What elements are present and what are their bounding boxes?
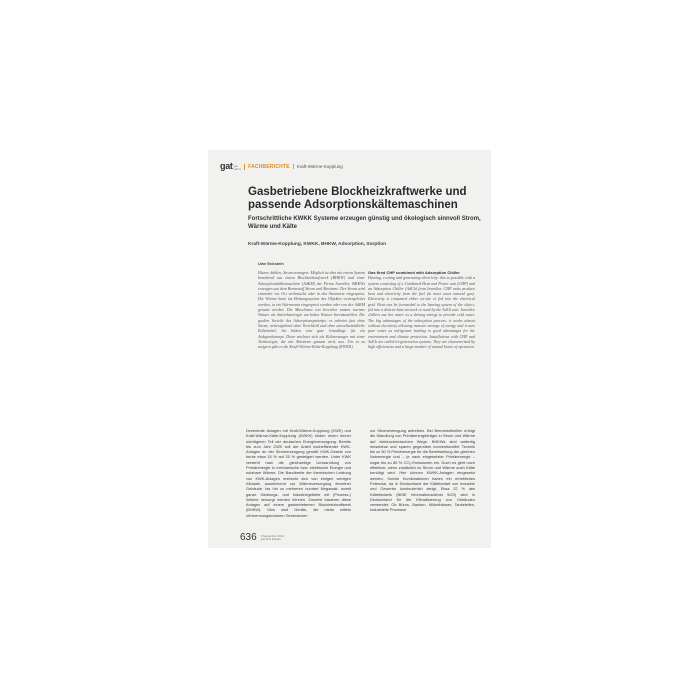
article-keywords: Kraft-Wärme-Kopplung, KWKK, BHKW, Adsorption, Sorption <box>248 242 387 247</box>
article-subtitle: Fortschrittliche KWKK Systeme erzeugen günstig und ökologisch sinnvoll Strom, Wärme und Kälte <box>248 216 481 230</box>
footer-meta: 9 September 2014 gwf-Gas Erdgas <box>260 533 284 541</box>
header-bar <box>220 162 343 171</box>
body-column-left: Dezentrale Anlagen mit Kraft-Wärme-Kopplung (KWK) und Kraft-Wärme-Kälte-Kopplung (KWKK) bilden einen immer wichtigeren Teil der deutschen Energieversorgung. Bereits bis zum Jahr 2020 soll der Anteil hocheffizienter KWK-Anlagen an der Stromerzeugung gemäß KWK-Gesetz von heute etwa 15 % auf 25 % gesteigert werden. Unter KWK versteht man die gleichzeitige Umwandlung von Primärenergie in mechanische bzw. elektrische Energie und nutzbare Wärme. Die Bandbreite der thermischen Leistung von KWK-Anlagen erstreckt sich von einigen wenigen Kilowatt, ausreichend zur Wärmeversorgung einzelner Gebäude, bis hin zu mehreren hundert Megawatt, womit ganze Siedlungs- und Industriegebiete mit (Prozess-) Wärme versorgt werden können. Zumeist basieren diese Anlagen auf einem gasbetriebenen Blockheizkraftwerk (BHKW). Dies sind Geräte, die meist mittels Verbrennungsmotoren Generatoren <box>246 428 351 518</box>
article-author: Uwe Eckstein <box>258 261 284 266</box>
body-column-right: zur Stromerzeugung antreiben. Bei Brennstoffzellen erfolgt die Wandlung von Primärenergieträger in Strom und Wärme auf elektrochemischem Wege. BHKWs sind weitertig einsetzbar und sparen gegenüber konventioneller Technik bis zu 50 % Primärenergie für die Bereitstellung der gleichen Nutzenergie und – je nach eingesetzter Primärenergie – sogar bis zu 80 % CO₂-Emissionen ein. Doch es geht noch effektiver, wenn zusätzlich zu Strom und Wärme auch Kälte benötigt wird. Hier können KWKK-Anlagen eingesetzt werden. Solche Kombinationen haben ein erhebliches Potenzial, da in Deutschland der Kältebedarf von Industrie und Gewerbe kontinuierlich steigt. Etwa 22 % des Kältebedarfs (BINE Informationsdienst 9/20) wird in Deutschland für die Klimatisierung von Gebäuden verwendet: Ob Büros, Banken, Möbelhäuser, Tankstellen, Industrielle Prozesse <box>370 428 475 513</box>
abstract-english <box>368 270 475 349</box>
page-footer <box>240 533 284 543</box>
abstract-german: Hitzen, kühlen, Strom erzeugen: Möglich ist dies mit einem System bestehend aus einem Blockheizkraftwerk (BHKW) und einer Adsorptionskältemaschine (AdKM) der Firma InvenSor. BHKWs erzeugen aus dem Brennstoff Strom und Abwärme. Der Strom wird entweder vor Ort verbraucht oder in das Stromnetz eingespeist. Die Wärme kann ins Heizungssystem des Objektes weitergeleitet werden, in ein Wärmenetz eingespeist werden oder von der AdKM genutzt werden. Die Maschinen von InvenSor nutzen warmes Wasser als Antriebsenergie um kaltes Wasser bereitzustellen. Die großen Vorteile des Adsorptionsprinzips: es arbeitet fast ohne Strom, weitestgehend ohne Verschleiß und ohne umweltschädliche Kältemittel. Sie bilden eine gute Grundlage für ein Anlagenkonzept. Diese zeichnet sich als Kälteerzeuger mit einer Technologie, die mit Abwärme genutzt wird, aus. Um es zu steigern gibt es die Kraft-Wärme-Kälte-Kopplung (KWKK). <box>258 270 365 350</box>
article-title: Gasbetriebene Blockheizkraftwerke und passende Adsorptionskältemaschinen <box>248 186 467 211</box>
logo-subtext: gas wärme <box>233 165 242 171</box>
section-label: FACHBERICHTE <box>244 164 290 170</box>
page-number: 636 <box>240 532 257 543</box>
abstract-english-heading: Gas fired CHP combined with Adsorption Chiller <box>368 270 460 275</box>
logo-text: gat <box>220 161 233 171</box>
subsection-label: Kraft-Wärme-Kopplung <box>293 164 343 169</box>
publication-logo <box>220 162 241 171</box>
article-page <box>208 150 491 548</box>
abstract-english-text: Heating, cooling and generating electricity: this is possible with a system consisting of a Combined Heat and Power unit (CHP) and an Adsorption Chiller (AdCh) from InvenSor. CHP units produce heat and electricity from the fuel (in most cases natural gas). Electricity is consumed either on-site or fed into the electrical grid. Heat can be forwarded to the heating system of the object, fed into a district heat network or used by the AdCh unit. InvenSor chillers use hot water as a driving energy to provide cold water. The big advantages of the adsorption process: it works almost without electricity allowing massive savings of energy and it uses pure water as refrigerant leading to good advantages for the environment and climate protection. Installations with CHP and AdCh are called tri-generation systems. They are characterized by high efficiencies and a large number of annual hours of operation. <box>368 275 475 350</box>
